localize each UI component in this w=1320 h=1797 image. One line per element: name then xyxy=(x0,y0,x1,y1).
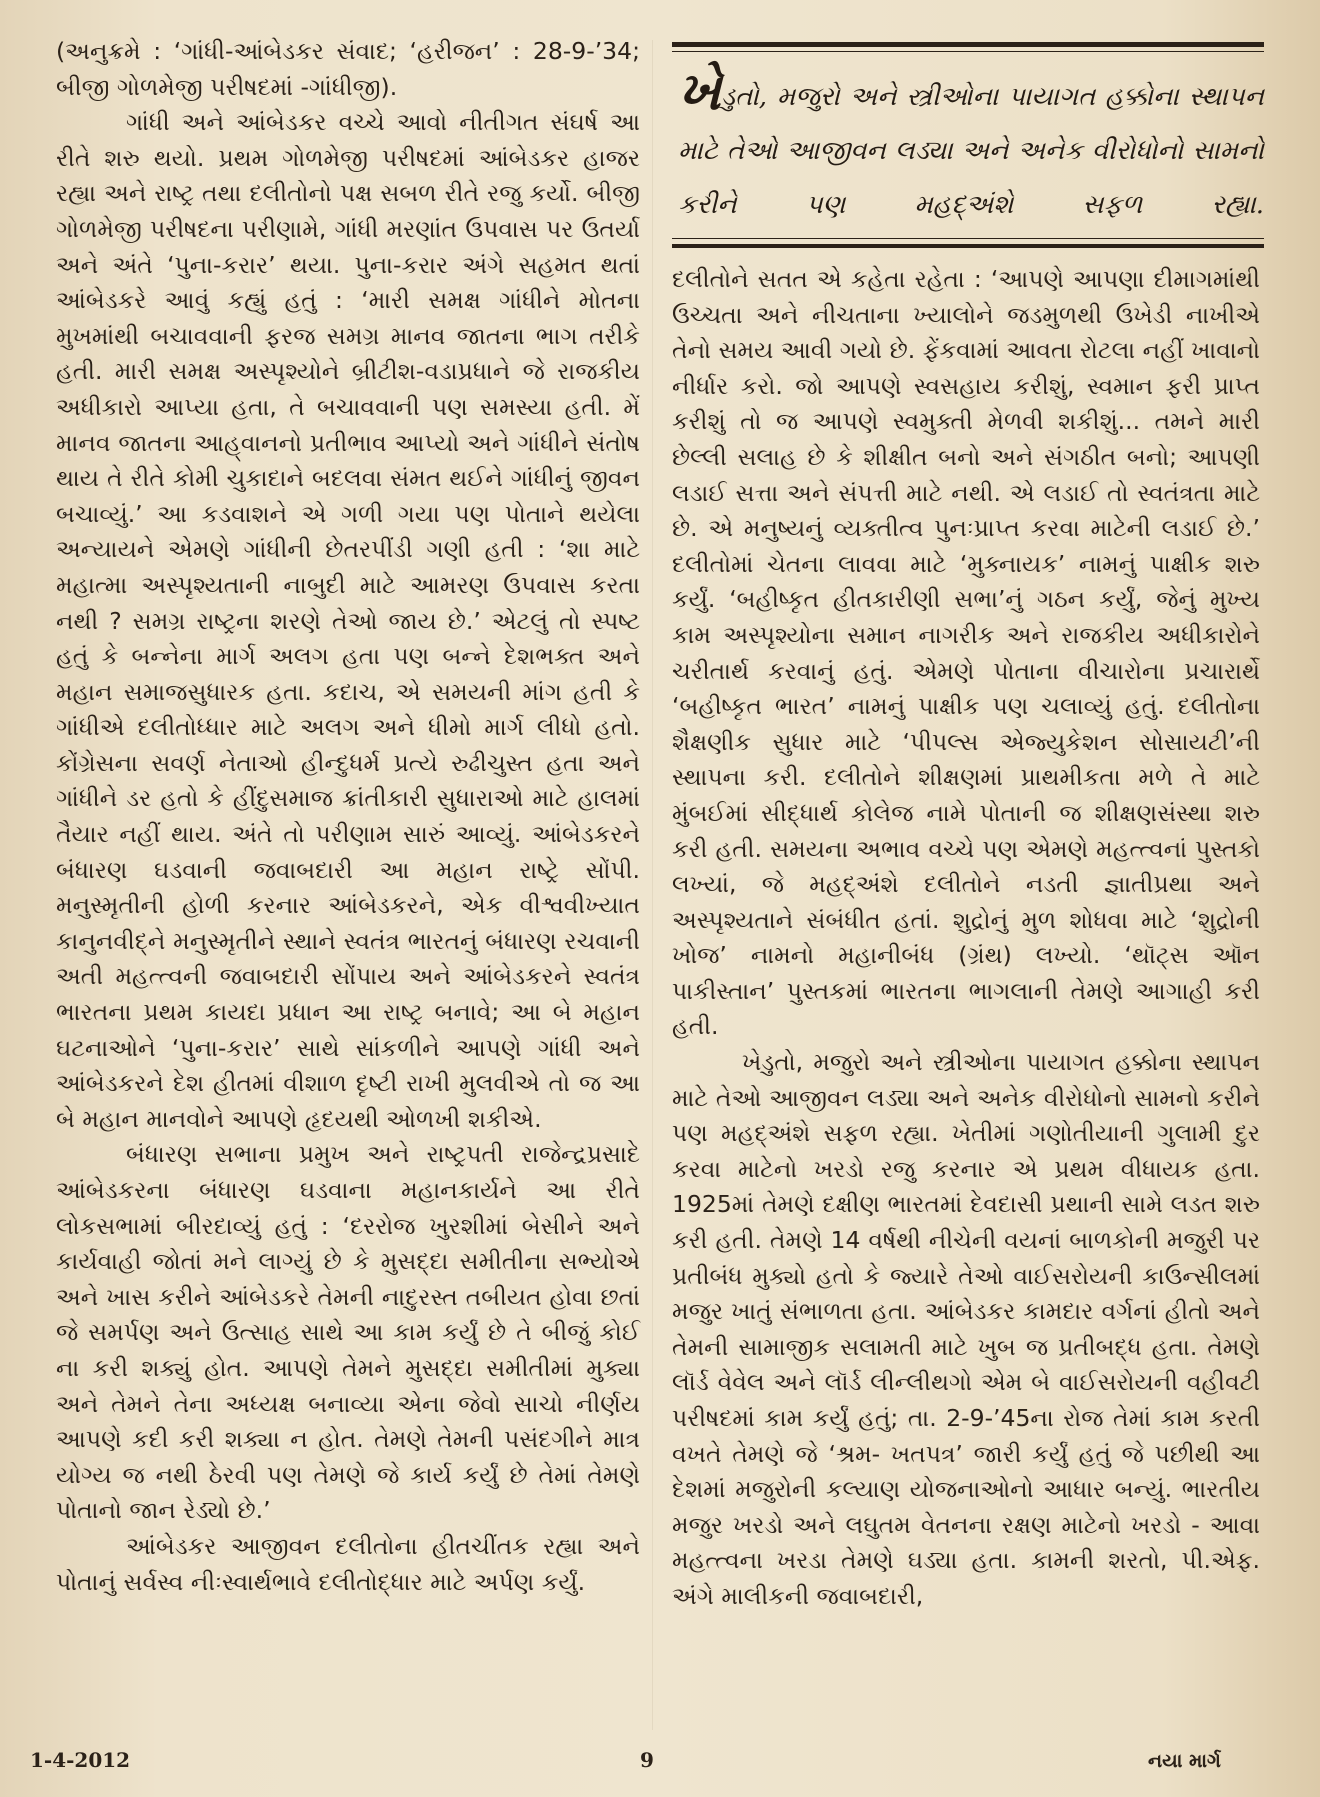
pull-quote-body: ડુતો, મજુરો અને સ્ત્રીઓના પાયાગત હક્કોના સ્થાપન માટે તેઓ આજીવન લડ્યા અને અનેક વીરોધોનો સામનો કરીને પણ મહદ્‌અંશે સફળ રહ્યા. xyxy=(678,82,1264,220)
footer-magazine-name: નયા માર્ગ xyxy=(1148,1750,1221,1772)
pull-quote-drop-letter: ખે xyxy=(678,61,721,122)
pull-quote-bottom-thin-rule xyxy=(672,238,1264,239)
left-paragraph-2: ગાંધી અને આંબેડકર વચ્ચે આવો નીતીગત સંઘર્ષ આ રીતે શરુ થયો. પ્રથમ ગોળમેજી પરીષદમાં આંબેડકર હાજર રહ્યા અને રાષ્ટ્ર તથા દલીતોનો પક્ષ સબળ રીતે રજુ કર્યો. બીજી ગોળમેજી પરીષદના પરીણામે, ગાંધી મરણાંત ઉપવાસ પર ઉતર્યા અને અંતે ‘પુના-કરાર’ થયા. પુના-કરાર અંગે સહમત થતાં આંબેડકરે આવું કહ્યું હતું : ‘મારી સમક્ષ ગાંધીને મોતના મુખમાંથી બચાવવાની ફરજ સમગ્ર માનવ જાતના ભાગ તરીકે હતી. મારી સમક્ષ અસ્પૃશ્યોને બ્રીટીશ-વડાપ્રધાને જે રાજકીય અધીકારો આપ્યા હતા, તે બચાવવાની પણ સમસ્યા હતી. મેં માનવ જાતના આહ્‌વાનનો પ્રતીભાવ આપ્યો અને ગાંધીને સંતોષ થાય તે રીતે કોમી ચુકાદાને બદલવા સંમત થઈને ગાંધીનું જીવન બચાવ્યું.’ આ કડવાશને એ ગળી ગયા પણ પોતાને થયેલા અન્યાયને એમણે ગાંધીની છેતરપીંડી ગણી હતી : ‘શા માટે મહાત્મા અસ્પૃશ્યતાની નાબુદી માટે આમરણ ઉપવાસ કરતા નથી ? સમગ્ર રાષ્ટ્રના શરણે તેઓ જાય છે.’ એટલું તો સ્પષ્ટ હતું કે બન્નેના માર્ગ અલગ હતા પણ બન્ને દેશભક્ત અને મહાન સમાજસુધારક હતા. કદાચ, એ સમયની માંગ હતી કે ગાંધીએ દલીતોધ્ધાર માટે અલગ અને ધીમો માર્ગ લીધો હતો. કોંગ્રેસના સવર્ણ નેતાઓ હીન્દુધર્મ પ્રત્યે રુઢીચુસ્ત હતા અને ગાંધીને ડર હતો કે હીંદુસમાજ ક્રાંતીકારી સુધારાઓ માટે હાલમાં તૈયાર નહીં થાય. અંતે તો પરીણામ સારું આવ્યું. આંબેડકરને બંધારણ ઘડવાની જવાબદારી આ મહાન રાષ્ટ્રે સોંપી. મનુસ્મૃતીની હોળી કરનાર આંબેડકરને, એક વીશ્વવીખ્યાત કાનુનવીદ્‌ને મનુસ્મૃતીને સ્થાને સ્વતંત્ર ભારતનું બંધારણ રચવાની અતી મહત્ત્વની જવાબદારી સોંપાય અને આંબેડકરને સ્વતંત્ર ભારતના પ્રથમ કાયદા પ્રધાન આ રાષ્ટ્ર બનાવે; આ બે મહાન ઘટનાઓને ‘પુના-કરાર’ સાથે સાંકળીને આપણે ગાંધી અને આંબેડકરને દેશ હીતમાં વીશાળ દૃષ્ટી રાખી મુલવીએ તો જ આ બે મહાન માનવોને આપણે હૃદયથી ઓળખી શકીએ. xyxy=(56,108,640,1133)
page-footer xyxy=(0,1748,1320,1778)
right-paragraph-1: દલીતોને સતત એ કહેતા રહેતા : ‘આપણે આપણા દીમાગમાંથી ઉચ્ચતા અને નીચતાના ખ્યાલોને જડમુળથી ઉખેડી નાખીએ તેનો સમય આવી ગયો છે. ફેંકવામાં આવતા રોટલા નહીં ખાવાનો નીર્ધાર કરો. જો આપણે સ્વસહાય કરીશું, સ્વમાન ફરી પ્રાપ્ત કરીશું તો જ આપણે સ્વમુક્તી મેળવી શકીશું... તમને મારી છેલ્લી સલાહ છે કે શીક્ષીત બનો અને સંગઠીત બનો; આપણી લડાઈ સત્તા અને સંપત્તી માટે નથી. એ લડાઈ તો સ્વતંત્રતા માટે છે. એ મનુષ્યનું વ્યક્તીત્વ પુનઃપ્રાપ્ત કરવા માટેની લડાઈ છે.’ દલીતોમાં ચેતના લાવવા માટે ‘મુક્નાયક’ નામનું પાક્ષીક શરુ કર્યું. ‘બહીષ્કૃત હીતકારીણી સભા’નું ગઠન કર્યું, જેનું મુખ્ય કામ અસ્પૃશ્યોના સમાન નાગરીક અને રાજકીય અધીકારોને ચરીતાર્થ કરવાનું હતું. એમણે પોતાના વીચારોના પ્રચારાર્થે ‘બહીષ્કૃત ભારત’ નામનું પાક્ષીક પણ ચલાવ્યું હતું. દલીતોના શૈક્ષણીક સુધાર માટે ‘પીપલ્સ એજ્યુકેશન સોસાયટી’ની સ્થાપના કરી. દલીતોને શીક્ષણમાં પ્રાથમીકતા મળે તે માટે મુંબઈમાં સીદ્ધાર્થ કોલેજ નામે પોતાની જ શીક્ષણસંસ્થા શરુ કરી હતી. સમયના અભાવ વચ્ચે પણ એમણે મહત્ત્વનાં પુસ્તકો લખ્યાં, જે મહદ્‌અંશે દલીતોને નડતી જ્ઞાતીપ્રથા અને અસ્પૃશ્યતાને સંબંધીત હતાં. શુદ્રોનું મુળ શોધવા માટે ‘શુદ્રોની ખોજ’ નામનો મહાનીબંધ (ગ્રંથ) લખ્યો. ‘થૉટ્સ ઑન પાકીસ્તાન’ પુસ્તકમાં ભારતના ભાગલાની તેમણે આગાહી કરી હતી. xyxy=(672,265,1260,1041)
footer-date: 1-4-2012 xyxy=(30,1748,131,1772)
right-column xyxy=(672,262,1260,1615)
column-gutter xyxy=(652,40,653,1730)
pull-quote-top-thin-rule xyxy=(672,51,1264,52)
footer-page-number: 9 xyxy=(640,1748,654,1772)
pull-quote-top-rule xyxy=(672,42,1264,47)
left-column xyxy=(56,34,640,1600)
left-paragraph-4: આંબેડકર આજીવન દલીતોના હીતચીંતક રહ્યા અને પોતાનું સર્વસ્વ નીઃસ્વાર્થભાવે દલીતોદ્ધાર માટે અર્પણ કર્યું. xyxy=(56,1531,640,1596)
pull-quote-bottom-rule xyxy=(672,244,1264,248)
pull-quote-text xyxy=(678,61,1264,232)
left-paragraph-1: (અનુક્રમે : ‘ગાંધી-આંબેડકર સંવાદ; ‘હરીજન’ : 28-9-’34; બીજી ગોળમેજી પરીષદમાં -ગાંધીજી). xyxy=(56,37,640,101)
right-paragraph-2: ખેડુતો, મજુરો અને સ્ત્રીઓના પાયાગત હક્કોના સ્થાપન માટે તેઓ આજીવન લડ્યા અને અનેક વીરોધોનો સામનો કરીને પણ મહદ્‌અંશે સફળ રહ્યા. ખેતીમાં ગણોતીયાની ગુલામી દુર કરવા માટેનો ખરડો રજુ કરનાર એ પ્રથમ વીધાયક હતા. 1925માં તેમણે દક્ષીણ ભારતમાં દેવદાસી પ્રથાની સામે લડત શરુ કરી હતી. તેમણે 14 વર્ષથી નીચેની વયનાં બાળકોની મજુરી પર પ્રતીબંધ મુક્યો હતો કે જ્યારે તેઓ વાઈસરોયની કાઉન્સીલમાં મજુર ખાતું સંભાળતા હતા. આંબેડકર કામદાર વર્ગનાં હીતો અને તેમની સામાજીક સલામતી માટે ખુબ જ પ્રતીબદ્ધ હતા. તેમણે લૉર્ડ વેવેલ અને લૉર્ડ લીન્લીથગો એમ બે વાઈસરોયની વહીવટી પરીષદમાં કામ કર્યું હતું; તા. 2-9-’45ના રોજ તેમાં કામ કરતી વખતે તેમણે જે ‘શ્રમ- ખતપત્ર’ જારી કર્યું હતું જે પછીથી આ દેશમાં મજુરોની કલ્યાણ યોજનાઓનો આધાર બન્યું. ભારતીય મજુર ખરડો અને લઘુતમ વેતનના રક્ષણ માટેનો ખરડો - આવા મહત્ત્વના ખરડા તેમણે ઘડ્યા હતા. કામની શરતો, પી.એફ. અંગે માલીકની જવાબદારી, xyxy=(672,1048,1260,1610)
left-paragraph-3: બંધારણ સભાના પ્રમુખ અને રાષ્ટ્રપતી રાજેન્દ્રપ્રસાદે આંબેડકરના બંધારણ ઘડવાના મહાનકાર્યને આ રીતે લોકસભામાં બીરદાવ્યું હતું : ‘દરરોજ ખુરશીમાં બેસીને અને કાર્યવાહી જોતાં મને લાગ્યું છે કે મુસદ્દા સમીતીના સભ્યોએ અને ખાસ કરીને આંબેડકરે તેમની નાદુરસ્ત તબીયત હોવા છતાં જે સમર્પણ અને ઉત્સાહ સાથે આ કામ કર્યું છે તે બીજું કોઈ ના કરી શક્યું હોત. આપણે તેમને મુસદ્દા સમીતીમાં મુક્યા અને તેમને તેના અધ્યક્ષ બનાવ્યા એના જેવો સાચો નીર્ણય આપણે કદી કરી શક્યા ન હોત. તેમણે તેમની પસંદગીને માત્ર યોગ્ય જ નથી ઠેરવી પણ તેમણે જે કાર્ય કર્યું છે તેમાં તેમણે પોતાનો જાન રેડ્યો છે.’ xyxy=(56,1140,640,1525)
pull-quote xyxy=(672,42,1264,247)
